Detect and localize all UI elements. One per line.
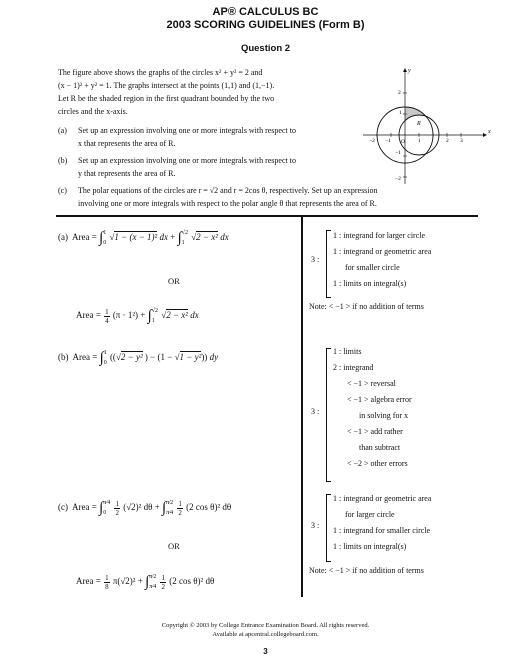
- fraction: $\frac{1}{2}$: [178, 499, 182, 517]
- rubric-item: 1 : integrand for smaller circle: [333, 526, 431, 535]
- page-number: 3: [263, 647, 268, 656]
- rubric-item: 1 : limits: [333, 347, 362, 356]
- or-label: OR: [168, 541, 180, 551]
- term: (2 cos θ)² dθ: [169, 576, 215, 587]
- prompt-line: x that represents the area of R.: [78, 139, 176, 148]
- integral-limits: π⁄2 π⁄4: [149, 574, 157, 590]
- solution-c-line-1: [58, 498, 231, 518]
- term: (π · 1²) +: [112, 310, 146, 321]
- rubric-item: 1 : limits on integral(s): [333, 279, 407, 288]
- page-title: AP® CALCULUS BC: [212, 6, 319, 18]
- prompt-line: Set up an expression involving one or more integrals with respect to: [78, 126, 296, 135]
- rubric-item: in solving for x: [359, 411, 409, 420]
- region-label: R: [417, 121, 421, 127]
- intro-line: The figure above shows the graphs of the circles x² + y² = 2 and: [58, 68, 263, 77]
- rubric-item: 1 : limits on integral(s): [333, 542, 407, 551]
- area-label: Area =: [76, 310, 101, 321]
- or-label: OR: [168, 276, 180, 286]
- rubric-item: < −2 > other errors: [347, 459, 408, 468]
- y-tick: −1: [395, 150, 401, 156]
- fraction: $\frac{1}{4}$: [105, 307, 109, 325]
- integral-sign: ∫: [99, 229, 104, 246]
- intro-line: (x − 1)² + y² = 1. The graphs intersect at the points (1,1) and (1,−1).: [58, 81, 275, 90]
- y-tick: 1: [399, 110, 402, 116]
- rubric-brace: [326, 348, 331, 482]
- area-label: Area =: [72, 232, 97, 243]
- y-axis-label: y: [408, 68, 411, 74]
- integral-sign: ∫: [99, 499, 104, 516]
- rubric-c-note: Note: < −1 > if no addition of terms: [309, 566, 424, 575]
- rubric-item: 1 : integrand or geometric area: [333, 494, 432, 503]
- differential: dx: [190, 310, 199, 321]
- term: (√2)² dθ +: [123, 502, 160, 513]
- differential: dx: [159, 232, 168, 243]
- operator: +: [170, 232, 176, 243]
- rubric-item: 1 : integrand or geometric area: [333, 247, 432, 256]
- solution-a-line-1: (a) Area = ∫ 1 0 √1 − (x − 1)² dx + ∫ √2 1 √2 − x² dx: [58, 229, 229, 246]
- solution-b-line: (b) Area = ∫ 1 0 ((√2 − y² ) − (1 − √1 − y²)) dy: [58, 349, 219, 366]
- footer-available: Available at apcentral.collegeboard.com.: [212, 631, 319, 638]
- x-arrow-icon: [483, 133, 487, 137]
- part-a-prompt: [58, 124, 368, 150]
- part-label: (a): [58, 126, 67, 135]
- y-tick: 2: [398, 90, 401, 96]
- section-divider: [56, 215, 478, 217]
- prompt-line: y that represents the area of R.: [78, 169, 176, 178]
- page-subtitle: 2003 SCORING GUIDELINES (Form B): [166, 19, 365, 31]
- solution-c-line-2: [76, 572, 214, 592]
- rubric-a-list: [333, 228, 431, 292]
- question-number: Question 2: [240, 43, 291, 54]
- prompt-line: The polar equations of the circles are r = √2 and r = 2cos θ, respectively. Set up an expression: [78, 186, 378, 195]
- area-label: Area =: [72, 352, 98, 363]
- radicand: 2 − y²: [120, 352, 143, 363]
- rubric-c-list: [333, 491, 431, 555]
- rubric-item: < −1 > algebra error: [347, 395, 412, 404]
- fraction: $\frac{1}{8}$: [105, 573, 109, 591]
- x-tick: 1: [418, 138, 421, 144]
- x-axis-label: x: [488, 129, 491, 135]
- area-label: Area =: [72, 502, 97, 513]
- rubric-brace: [326, 230, 331, 298]
- x-tick: 2: [446, 138, 449, 144]
- y-arrow-icon: [403, 68, 407, 72]
- radicand: 2 − x²: [196, 232, 218, 243]
- operator: ) − (1 −: [144, 352, 173, 363]
- part-label: (c): [58, 186, 67, 195]
- integral-sign: ∫: [147, 307, 152, 324]
- rubric-b-list: [333, 344, 412, 472]
- x-tick: −2: [369, 138, 375, 144]
- column-divider: [301, 215, 303, 597]
- integral-limits: √2 1: [181, 230, 188, 246]
- part-label: (a): [58, 232, 68, 243]
- rubric-item: than subtract: [359, 443, 401, 452]
- rubric-item: < −1 > reversal: [347, 379, 396, 388]
- rubric-item: for smaller circle: [345, 263, 400, 272]
- integral-sign: ∫: [162, 499, 167, 516]
- integral-sign: ∫: [99, 349, 104, 366]
- fraction: $\frac{1}{2}$: [161, 573, 165, 591]
- radicand: 1 − y²: [179, 352, 202, 363]
- circles-figure: [355, 62, 495, 192]
- integral-limits: π⁄4 0: [103, 500, 111, 516]
- integral-limits: √2 1: [151, 308, 159, 324]
- rubric-item: for larger circle: [345, 510, 395, 519]
- differential: dy: [209, 352, 219, 363]
- paren: )): [201, 352, 208, 363]
- integral-limits: 1 0: [103, 230, 107, 246]
- part-label: (b): [58, 156, 68, 165]
- solution-a-line-2: Area = $\frac{1}{4}$ (π · 1²) + ∫ √2 1 √2 − x² dx: [76, 307, 199, 325]
- rubric-a-points: 3 :: [311, 255, 320, 264]
- rubric-item: 1 : integrand for larger circle: [333, 231, 426, 240]
- radicand: 1 − (x − 1)²: [114, 232, 158, 243]
- y-tick: −2: [395, 176, 401, 182]
- integral-sign: ∫: [177, 229, 182, 246]
- prompt-line: Set up an expression involving one or more integrals with respect to: [78, 156, 296, 165]
- problem-intro: [58, 66, 358, 118]
- part-b-prompt: [58, 154, 368, 180]
- x-tick: −1: [385, 138, 391, 144]
- radicand: 2 − x²: [166, 310, 189, 321]
- part-label: (c): [58, 502, 68, 513]
- integral-limits: π⁄2 π⁄4: [166, 500, 174, 516]
- x-tick: O: [401, 139, 405, 145]
- fraction: $\frac{1}{2}$: [115, 499, 119, 517]
- term: (2 cos θ)² dθ: [186, 502, 232, 513]
- term: π(√2)² +: [112, 576, 143, 587]
- prompt-line: involving one or more integrals with respect to the polar angle θ that represents the area of R.: [78, 199, 377, 208]
- intro-line: circles and the x-axis.: [58, 107, 128, 116]
- x-tick: 3: [460, 138, 463, 144]
- area-label: Area =: [76, 576, 101, 587]
- part-label: (b): [58, 352, 69, 363]
- rubric-a-note: Note: < −1 > if no addition of terms: [309, 302, 424, 311]
- footer-copyright: Copyright © 2003 by College Entrance Examination Board. All rights reserved.: [161, 622, 370, 629]
- rubric-item: < −1 > add rather: [347, 427, 403, 436]
- rubric-b-points: 3 :: [311, 407, 320, 416]
- integral-limits: 1 0: [103, 350, 107, 366]
- differential: dx: [220, 232, 229, 243]
- rubric-brace: [326, 494, 331, 562]
- rubric-c-points: 3 :: [311, 521, 320, 530]
- rubric-item: 2 : integrand: [333, 363, 374, 372]
- paren: ((: [109, 352, 116, 363]
- intro-line: Let R be the shaded region in the first quadrant bounded by the two: [58, 94, 275, 103]
- integral-sign: ∫: [145, 573, 150, 590]
